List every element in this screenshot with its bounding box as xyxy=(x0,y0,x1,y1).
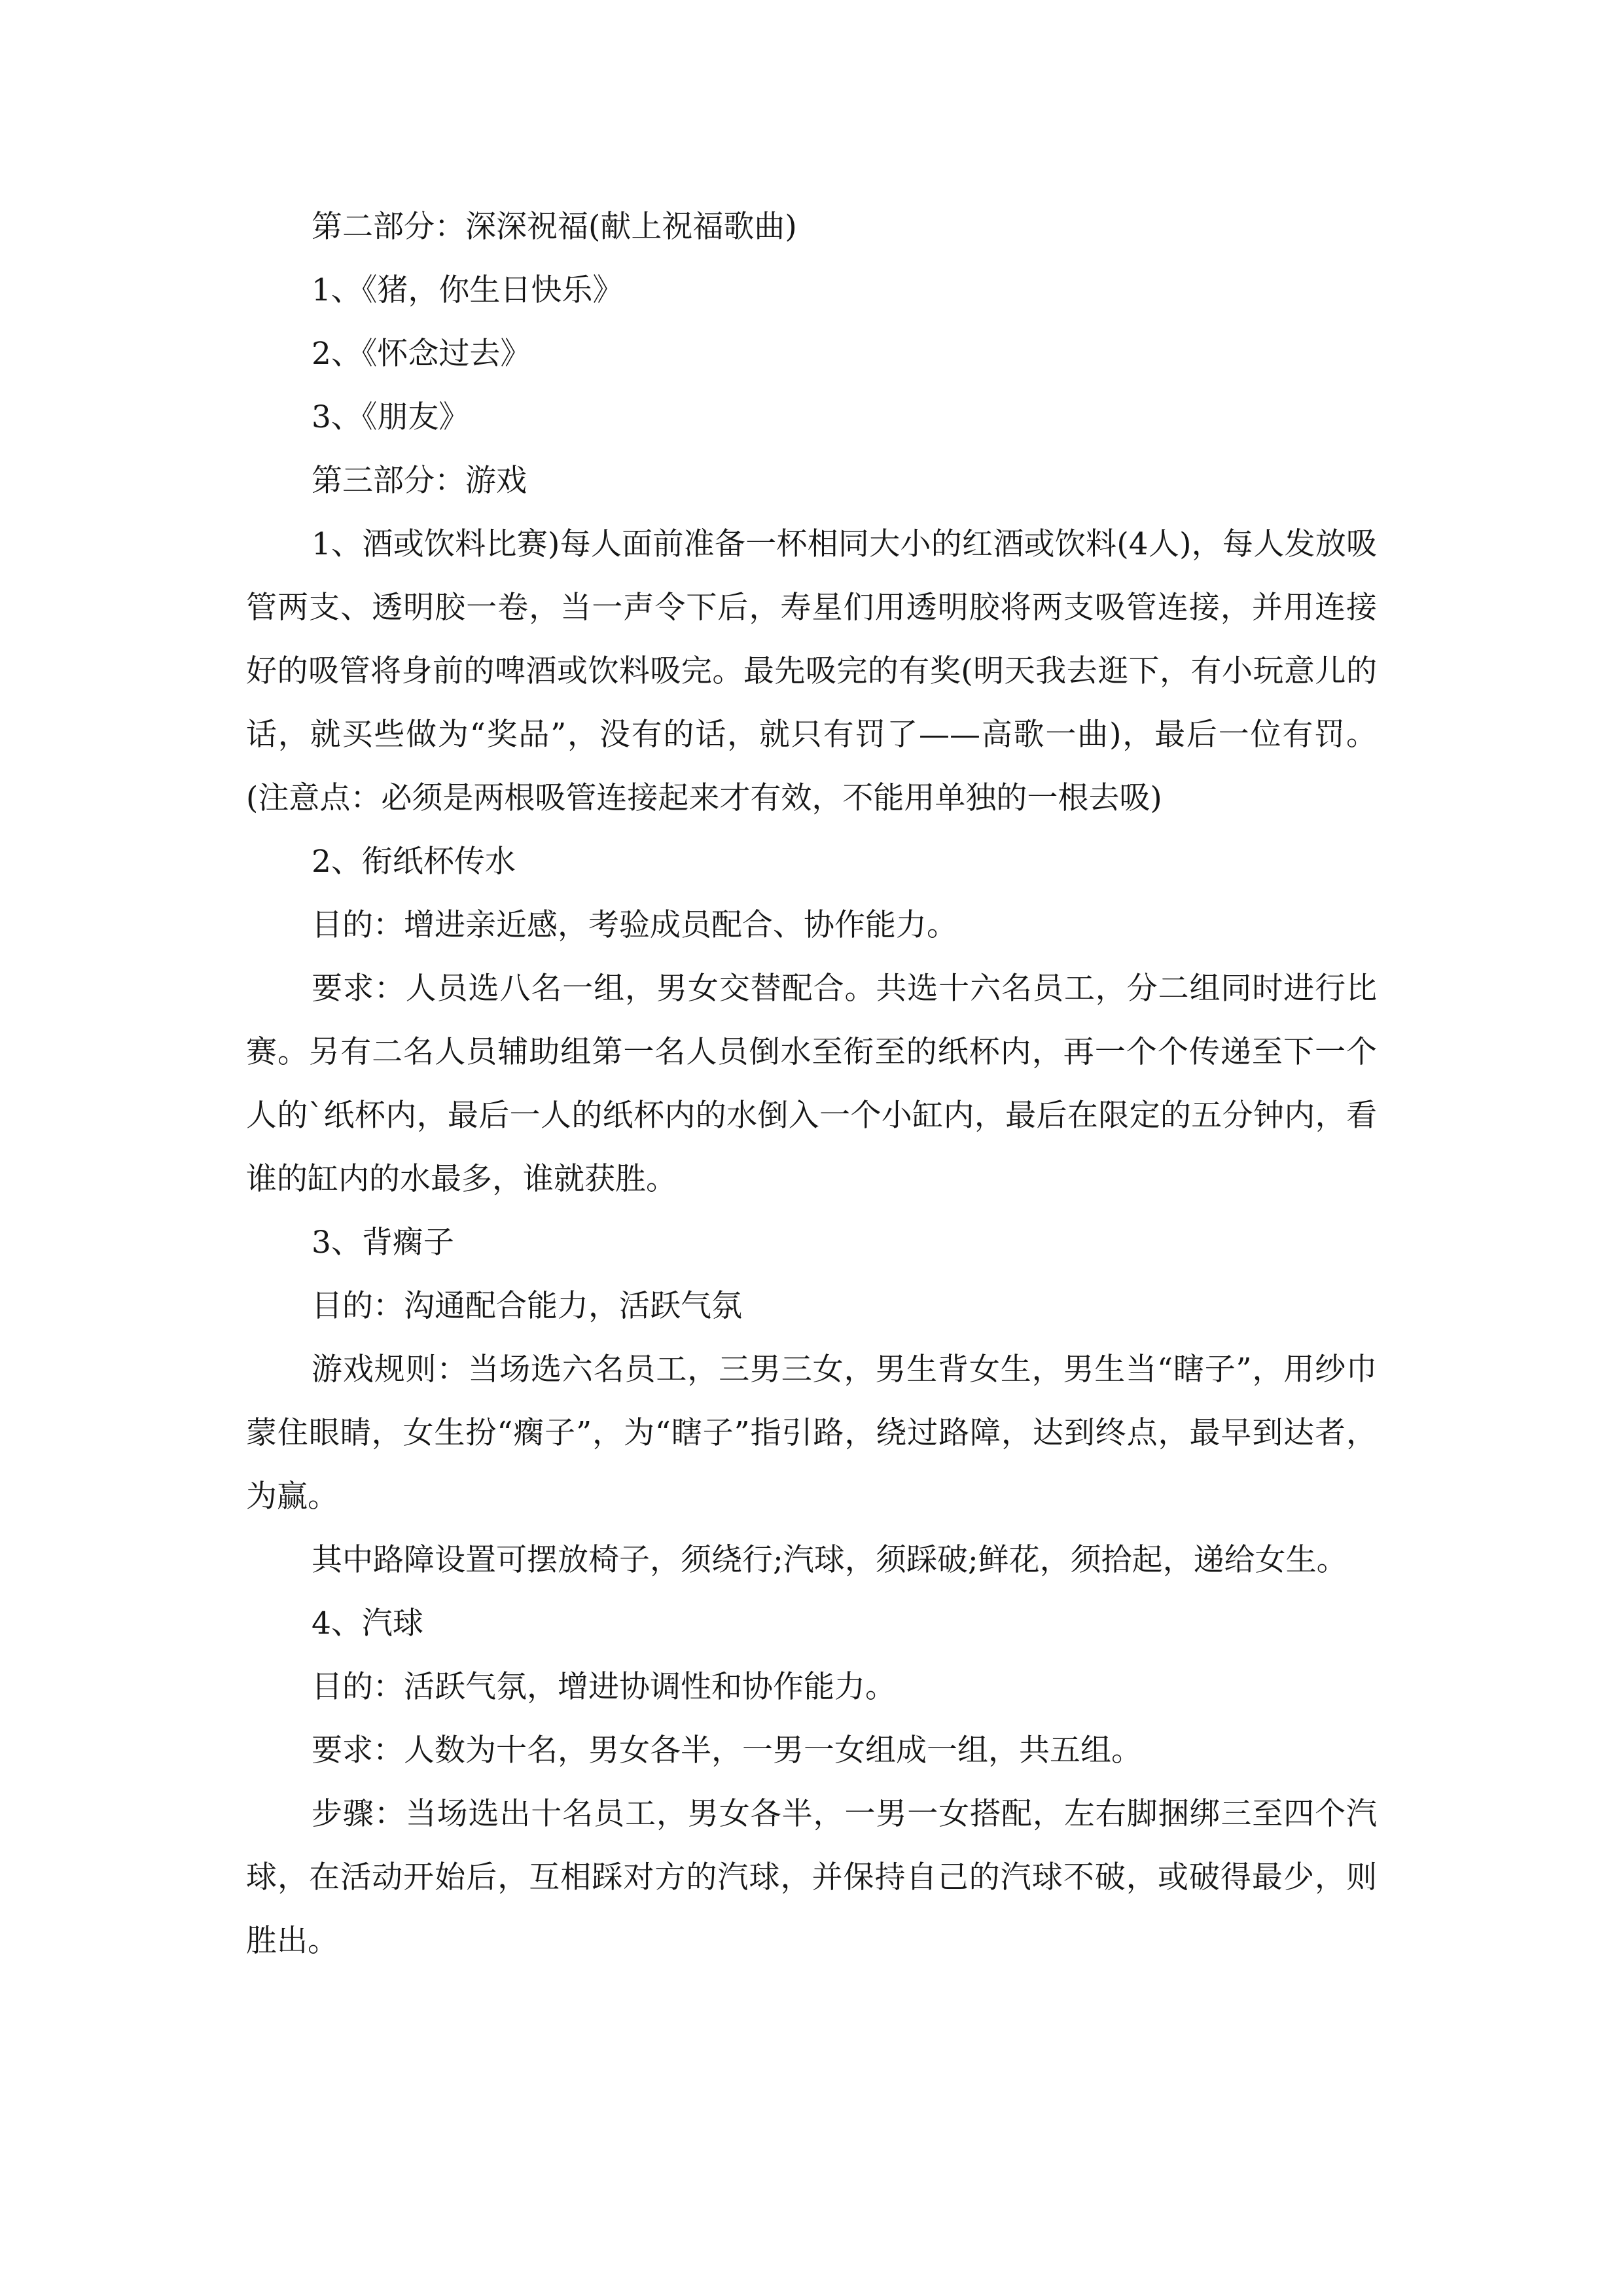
game-3-rules: 游戏规则：当场选六名员工，三男三女，男生背女生，男生当“瞎子”，用纱巾蒙住眼睛，女生扮“瘸子”，为“瞎子”指引路，绕过路障，达到终点，最早到达者，为赢。 xyxy=(246,1352,1377,1515)
game-3-obstacles: 其中路障设置可摆放椅子，须绕行;汽球，须踩破;鲜花，须拾起，递给女生。 xyxy=(312,1542,1347,1578)
game-4-requirements: 要求：人数为十名，男女各半，一男一女组成一组，共五组。 xyxy=(312,1732,1142,1768)
section-heading-part-two: 第二部分：深深祝福(献上祝福歌曲) xyxy=(312,209,797,245)
song-item-3: 3、《朋友》 xyxy=(312,399,470,435)
game-4-steps: 步骤：当场选出十名员工，男女各半，一男一女搭配，左右脚捆绑三至四个汽球，在活动开始后，互相踩对方的汽球，并保持自己的汽球不破，或破得最少，则胜出。 xyxy=(246,1796,1377,1959)
game-4-title: 4、汽球 xyxy=(312,1605,423,1641)
game-3-purpose: 目的：沟通配合能力，活跃气氛 xyxy=(312,1288,742,1324)
game-2-requirements: 要求：人员选八名一组，男女交替配合。共选十六名员工，分二组同时进行比赛。另有二名人员辅助组第一名人员倒水至衔至的纸杯内，再一个个传递至下一个人的`纸杯内，最后一人的纸杯内的水倒入一个小缸内，最后在限定的五分钟内，看谁的缸内的水最多，谁就获胜。 xyxy=(246,971,1377,1197)
game-2-purpose: 目的：增进亲近感，考验成员配合、协作能力。 xyxy=(312,907,957,943)
document-body xyxy=(246,195,1377,1973)
song-item-2: 2、《怀念过去》 xyxy=(312,336,531,372)
section-heading-part-three: 第三部分：游戏 xyxy=(312,463,527,499)
song-item-1: 1、《猪，你生日快乐》 xyxy=(312,272,624,308)
game-4-purpose: 目的：活跃气氛，增进协调性和协作能力。 xyxy=(312,1669,896,1705)
game-1-description: 1、酒或饮料比赛)每人面前准备一杯相同大小的红酒或饮料(4人)，每人发放吸管两支、透明胶一卷，当一声令下后，寿星们用透明胶将两支吸管连接，并用连接好的吸管将身前的啤酒或饮料吸完。最先吸完的有奖(明天我去逛下，有小玩意儿的话，就买些做为“奖品”，没有的话，就只有罚了——高歌一曲)，最后一位有罚。(注意点：必须是两根吸管连接起来才有效，不能用单独的一根去吸) xyxy=(246,526,1377,816)
game-2-title: 2、衔纸杯传水 xyxy=(312,844,516,880)
game-3-title: 3、背瘸子 xyxy=(312,1225,454,1261)
